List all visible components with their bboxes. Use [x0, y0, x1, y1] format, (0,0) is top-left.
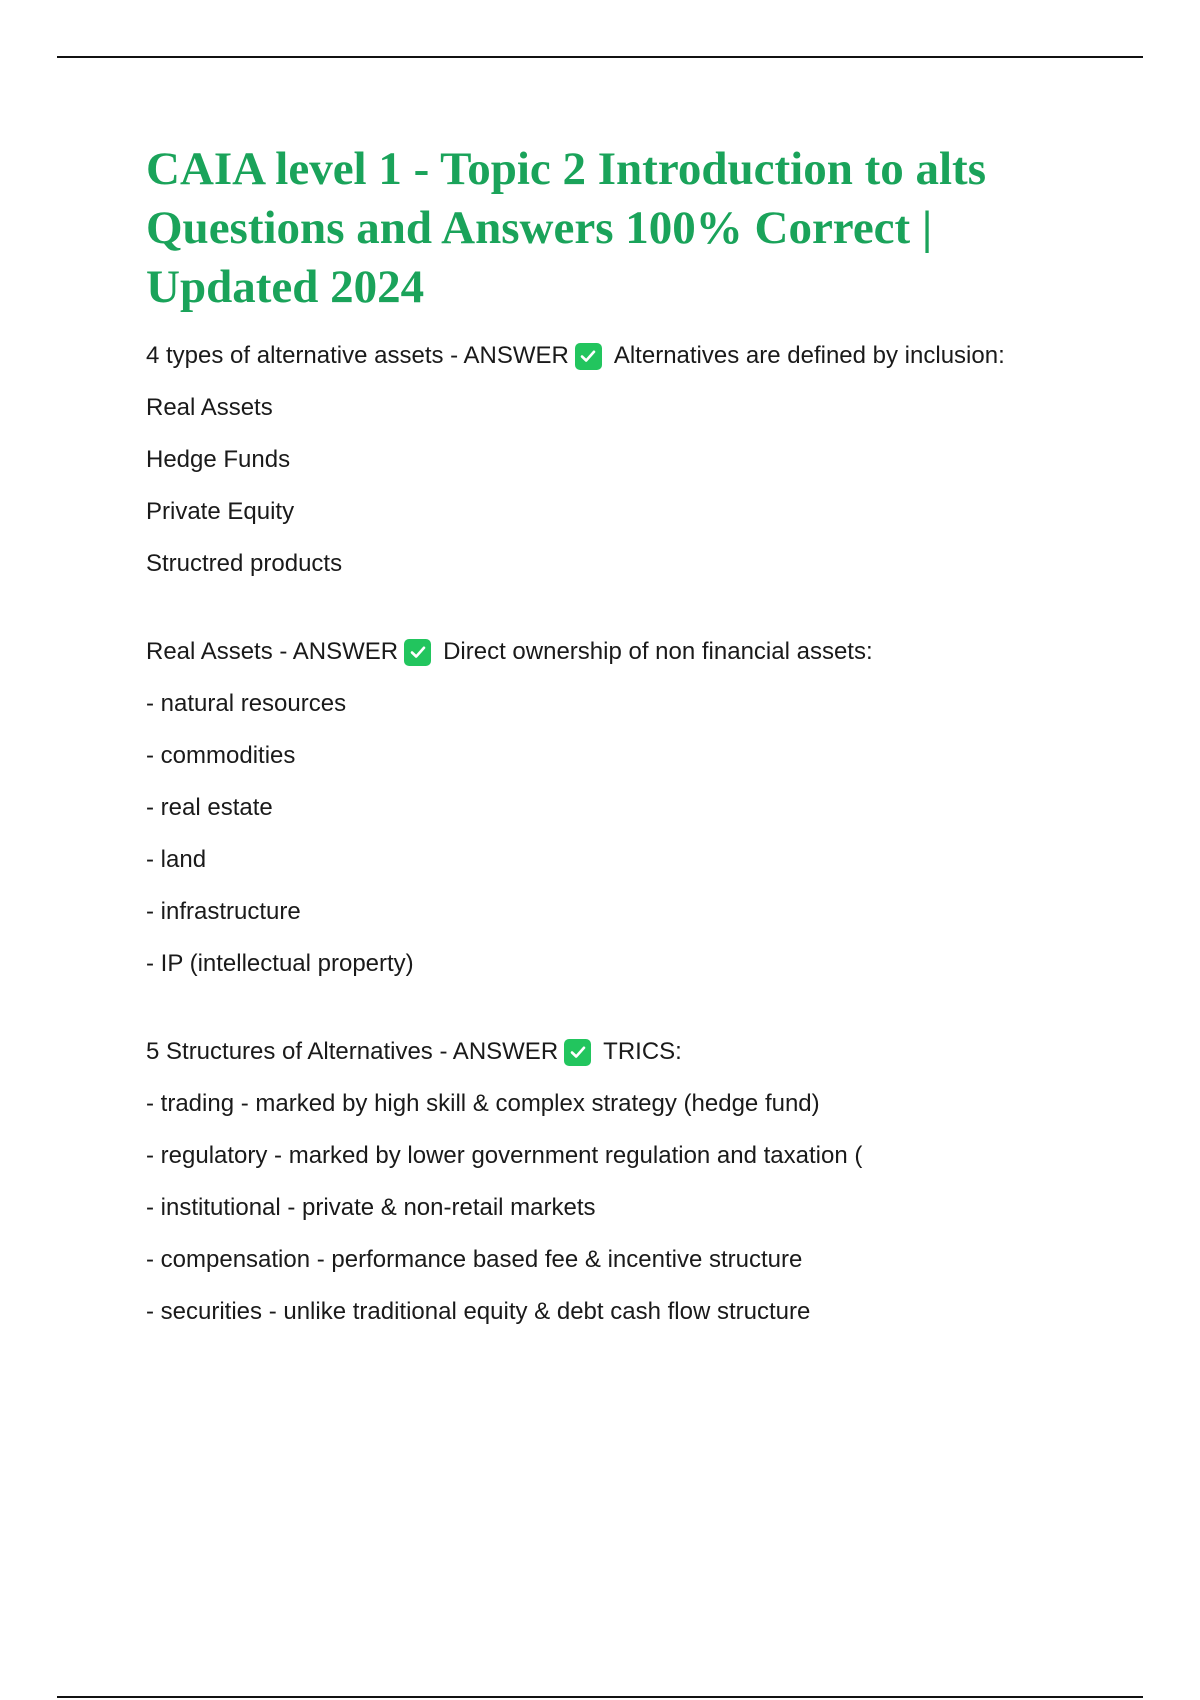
- list-item: - commodities: [146, 742, 296, 769]
- top-divider: [57, 56, 1143, 58]
- question-text: 5 Structures of Alternatives - ANSWER: [146, 1038, 559, 1065]
- qa-block: [146, 637, 1106, 979]
- list-item: - institutional - private & non-retail markets: [146, 1194, 596, 1221]
- list-item: - IP (intellectual property): [146, 950, 414, 977]
- list-item: - trading - marked by high skill & complex strategy (hedge fund): [146, 1090, 820, 1117]
- list-item: - land: [146, 846, 207, 873]
- check-mark-icon: [575, 343, 602, 370]
- answer-text: Direct ownership of non financial assets:: [443, 638, 873, 665]
- document-body: [146, 140, 1106, 1327]
- list-item: Hedge Funds: [146, 446, 291, 473]
- question-text: 4 types of alternative assets - ANSWER: [146, 342, 569, 369]
- list-item: - natural resources: [146, 690, 347, 717]
- qa-block: [146, 341, 1106, 579]
- document-title: CAIA level 1 - Topic 2 Introduction to alts Questions and Answers 100% Correct | Updated 2024: [146, 143, 986, 313]
- qa-block: [146, 1037, 1106, 1327]
- check-mark-icon: [564, 1039, 591, 1066]
- bottom-divider: [57, 1696, 1143, 1698]
- list-item: - securities - unlike traditional equity & debt cash flow structure: [146, 1298, 811, 1325]
- check-mark-icon: [404, 639, 431, 666]
- list-item: Real Assets: [146, 394, 273, 421]
- question-text: Real Assets - ANSWER: [146, 638, 399, 665]
- list-item: Structred products: [146, 550, 343, 577]
- list-item: - real estate: [146, 794, 273, 821]
- list-item: Private Equity: [146, 498, 295, 525]
- question-line: [146, 1037, 1106, 1067]
- answer-text: TRICS:: [603, 1038, 682, 1065]
- question-line: [146, 637, 1106, 667]
- question-line: [146, 341, 1106, 371]
- list-item: - regulatory - marked by lower government regulation and taxation (: [146, 1142, 863, 1169]
- answer-text: Alternatives are defined by inclusion:: [613, 342, 1005, 369]
- list-item: - compensation - performance based fee & incentive structure: [146, 1246, 803, 1273]
- list-item: - infrastructure: [146, 898, 301, 925]
